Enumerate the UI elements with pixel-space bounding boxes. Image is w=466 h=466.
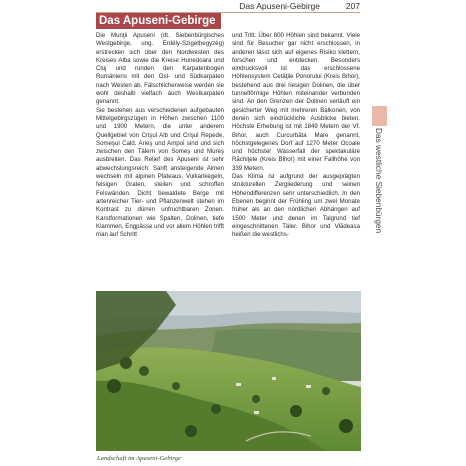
- landscape-photo: [96, 291, 361, 451]
- running-header: [96, 0, 360, 13]
- paragraph: Die Munţii Apuseni (dt. Siebenbürgisches Westgebirge, ung. Erdély-Szigethegyzég) erstrecken sich über den Nordwesten des Kreises Alba sowie die Kreise Hunedoara und Cluj und runden den Karpatenbogen Rumäniens mit den Ost- und Südkarpaten nach Westen ab. Fälschlicherweise werden sie wohl deshalb vielfach auch Westkarpaten genannt.: [96, 32, 224, 106]
- running-header-title: Das Apuseni-Gebirge: [239, 1, 320, 11]
- text-column-left: [96, 32, 224, 239]
- paragraph: und Tritt. Über 800 Höhlen sind bekannt. Viele sind für Besucher gar nicht erschlossen, in anderen lässt sich auf eigenes Risiko klettern, forschen und entdecken. Besonders eindrucksvoll ist das erschlossene Höhlensystem Cetăţile Ponorului (Kreis Bihor), bestehend aus drei riesigen Dolinen, die über tunnelförmige Höhlen miteinander verbunden sind. An den Grenzen der Dolinen verläuft ein gesicherter Weg mit mehreren Balkonen, von denen sich eindrückliche Ausblicke bieten. Höchste Erhebung ist mit 1849 Metern der Vf. Bihor, auch Curcurbăta Mare genannt, höchstgelegenes Dorf auf 1270 Meter Ocoale und höchster Wasserfall der spektakuläre Răchiţele (Kreis Bihor) mit einer Fallhöhe von 339 Metern.: [232, 32, 360, 172]
- chapter-label-text: Das westliche Siebenbürgen: [374, 128, 384, 234]
- paragraph: Das Klima ist aufgrund der ausgeprägten strukturellen Zergliederung und seinen Höhendifferenzen sehr unterschiedlich. In den Ebenen beginnt der Frühling um zwei Monate früher als an den nördlichen Abhängen auf 1500 Meter und denen im Talgrund tief eingeschnittenen Täler. Bihor und Vlădeasa heißen die westlichs-: [232, 173, 360, 239]
- chapter-tab: [372, 106, 387, 126]
- paragraph: Sie bestehen aus verschiedenen aufgebauten Mittelgebirgszügen in Höhen zwischen 1100 und 1900 Metern, die unter anderem Quellgebiet von Crişul Alb und Crişul Repede, Someşul Cald, Arieş und Ampoi sind und sich zwischen den Tälern von Someş und Mureş ausbreiten. Das Relief des Apuseni ist sehr abwechslungsreich: Sanft ansteigende Almen wechseln mit alpinen Plateaus, Vulkankegeln, felsigen Graten, steilen und schroffen Felswänden. Dicht bewaldete Berge mit artenreicher Tier- und Pflanzenwelt stehen im Kontrast zu dürren unfruchtbaren Zonen. Karstformationen wie Spalten, Dolinen, tiefe Klammen, Engpässe und vor allem Höhlen trifft man auf Schritt: [96, 106, 224, 239]
- page-number: 207: [345, 1, 360, 11]
- landscape-photo-illustration: [96, 291, 361, 451]
- photo-caption: Landschaft im Apuseni-Gebirge: [97, 455, 181, 462]
- text-column-right: [232, 32, 360, 239]
- section-title: Das Apuseni-Gebirge: [96, 13, 221, 29]
- chapter-label: [368, 128, 388, 338]
